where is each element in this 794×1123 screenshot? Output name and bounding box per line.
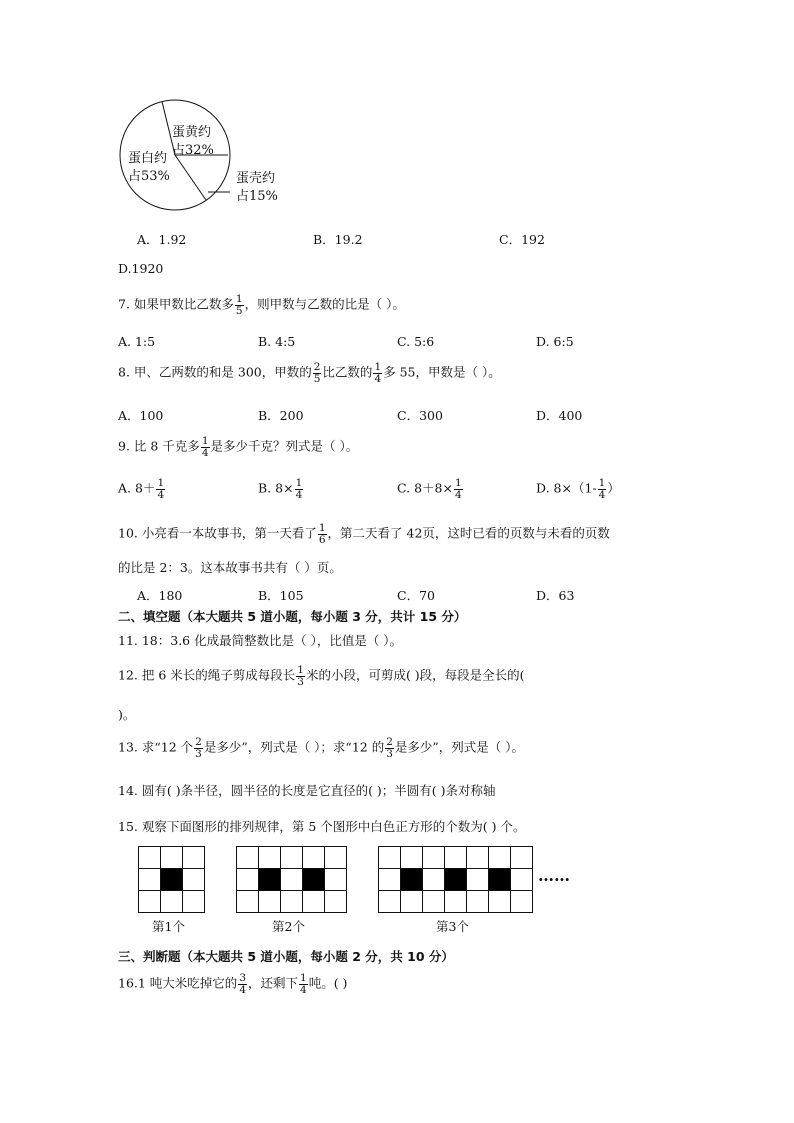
continuation-dots: …… bbox=[538, 866, 570, 885]
q6-option-b: B．19.2 bbox=[313, 232, 363, 247]
question-12: 12. 把 6 米长的绳子剪成每段长 $\frac{1}{3}$ 米的小段，可剪成( )段，每段是全长的( bbox=[118, 664, 525, 688]
q7-option-d: D. 6:5 bbox=[536, 334, 574, 349]
q9-option-d: D. 8×（1- $\frac{1}{4}$ ） bbox=[536, 477, 620, 501]
question-10-line2: 的比是 2：3。这本故事书共有（ ）页。 bbox=[118, 560, 342, 575]
figure-3 bbox=[379, 847, 533, 913]
figure-label-2: 第2个 bbox=[272, 919, 305, 934]
q9-option-b: B. 8× $\frac{1}{4}$ bbox=[258, 477, 303, 501]
q6-option-a: A．1.92 bbox=[137, 232, 187, 247]
q7-option-b: B. 4:5 bbox=[258, 334, 296, 349]
question-10: 10. 小亮看一本故事书，第一天看了 $\frac{1}{6}$ ，第二天看了 42页，这时已看的页数与未看的页数 bbox=[118, 522, 610, 546]
question-14: 14. 圆有( )条半径，圆半径的长度是它直径的( )；半圆有( )条对称轴 bbox=[118, 783, 496, 798]
q6-option-c: C．192 bbox=[499, 232, 545, 247]
figure-label-3: 第3个 bbox=[436, 919, 469, 934]
q7-option-c: C. 5:6 bbox=[397, 334, 435, 349]
section-2-heading: 二、填空题（本大题共 5 道小题，每小题 3 分，共计 15 分） bbox=[118, 609, 467, 624]
question-9: 9. 比 8 千克多 $\frac{1}{4}$ 是多少千克？列式是（ ）。 bbox=[118, 435, 359, 459]
q8-option-b: B．200 bbox=[258, 408, 304, 423]
q9-option-c: C. 8＋8× $\frac{1}{4}$ bbox=[397, 477, 462, 501]
q10-option-c: C．70 bbox=[397, 588, 435, 603]
q6-option-d: D.1920 bbox=[118, 261, 164, 276]
q8-option-a: A．100 bbox=[118, 408, 164, 423]
fraction: $\frac{1}{5}$ bbox=[235, 293, 243, 317]
figure-2 bbox=[237, 847, 347, 913]
q8-option-c: C．300 bbox=[397, 408, 443, 423]
section-3-heading: 三、判断题（本大题共 5 道小题，每小题 2 分，共 10 分） bbox=[118, 949, 454, 964]
question-13: 13. 求“12 个 $\frac{2}{3}$ 是多少”，列式是（ ）；求“12 的 $\frac{2}{3}$ 是多少”，列式是（ ）。 bbox=[118, 736, 525, 760]
q8-option-d: D．400 bbox=[536, 408, 583, 423]
question-11: 11. 18：3.6 化成最简整数比是（ ），比值是（ ）。 bbox=[118, 633, 403, 648]
grid-figures bbox=[138, 846, 588, 914]
question-16: 16.1 吨大米吃掉它的 $\frac{3}{4}$ ，还剩下 $\frac{1}{4}$ 吨。( ) bbox=[118, 972, 348, 996]
q10-option-a: A．180 bbox=[137, 588, 183, 603]
question-15: 15. 观察下面图形的排列规律，第 5 个图形中白色正方形的个数为( ) 个。 bbox=[118, 819, 526, 834]
pie-label-shell: 蛋壳约 占15% bbox=[236, 171, 278, 204]
q9-option-a: A. 8＋ $\frac{1}{4}$ bbox=[118, 477, 165, 501]
question-7: 7. 如果甲数比乙数多 $\frac{1}{5}$ ，则甲数与乙数的比是（ ）。 bbox=[118, 293, 405, 317]
figure-1 bbox=[139, 847, 205, 913]
pie-label-yolk: 蛋黄约 占32% bbox=[172, 125, 214, 158]
q7-option-a: A. 1:5 bbox=[118, 334, 156, 349]
question-12-line2: )。 bbox=[118, 707, 136, 722]
pie-label-white: 蛋白约 占53% bbox=[128, 151, 170, 184]
question-8: 8. 甲、乙两数的和是 300，甲数的 $\frac{2}{5}$ 比乙数的 $\frac{1}{4}$ 多 55，甲数是（ ）。 bbox=[118, 361, 501, 385]
q10-option-b: B．105 bbox=[258, 588, 304, 603]
q10-option-d: D．63 bbox=[536, 588, 575, 603]
figure-label-1: 第1个 bbox=[152, 919, 185, 934]
